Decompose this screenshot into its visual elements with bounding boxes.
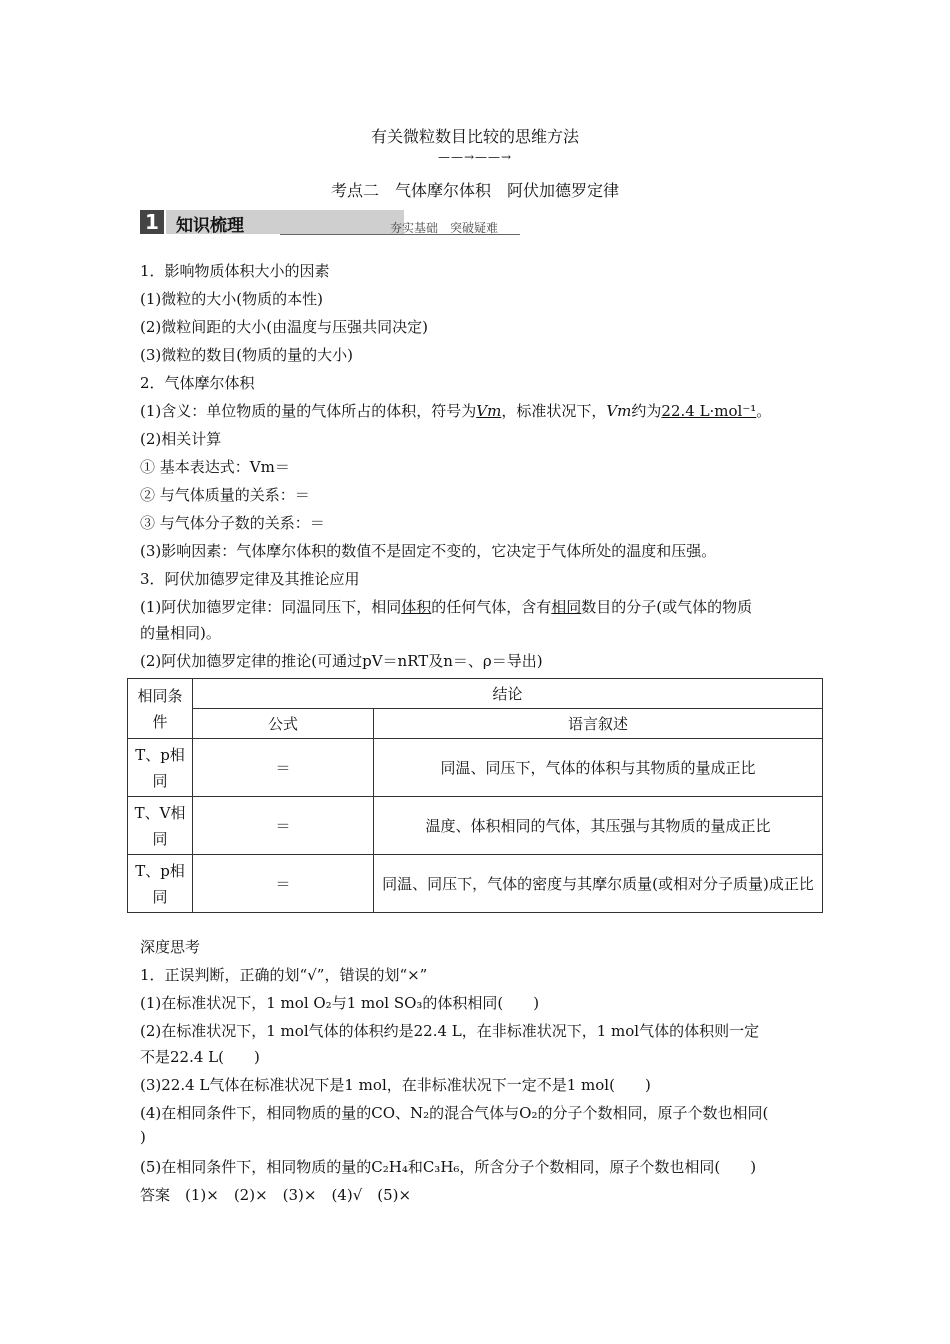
def-end: 。 <box>756 402 772 420</box>
think-item-3: (3)22.4 L气体在标准状况下是1 mol，在非标准状况下一定不是1 mol( ) <box>140 1076 651 1094</box>
s2-calc-1: ① 基本表达式：Vm＝ <box>140 458 290 476</box>
s3-law-line2: 的量相同)。 <box>140 624 221 642</box>
banner-subtitle: 夯实基础 突破疑难 <box>390 221 499 235</box>
think-item-2: (2)在标准状况下，1 mol气体的体积约是22.4 L，在非标准状况下，1 mol气体的体积则一定 <box>140 1022 760 1040</box>
row-formula: ＝ <box>193 739 374 797</box>
law-text-c: 数目的分子(或气体的物质 <box>581 598 753 616</box>
table-row <box>128 797 823 855</box>
think-item-5: (5)在相同条件下，相同物质的量的C₂H₄和C₃H₆，所含分子个数相同，原子个数也相同( ) <box>140 1158 757 1176</box>
s2-factor: (3)影响因素：气体摩尔体积的数值不是固定不变的，它决定于气体所处的温度和压强。 <box>140 542 717 560</box>
think-item-4b: ) <box>140 1128 146 1146</box>
s3-heading: 3．阿伏加德罗定律及其推论应用 <box>140 570 360 588</box>
law-text-a: (1)阿伏加德罗定律：同温同压下，相同 <box>140 598 402 616</box>
row-description: 同温、同压下，气体的体积与其物质的量成正比 <box>374 739 823 797</box>
answer-line: 答案 (1)× (2)× (3)× (4)√ (5)× <box>140 1186 412 1204</box>
knowledge-banner <box>140 210 520 236</box>
th-condition: 相同条件 <box>128 679 193 739</box>
s2-heading: 2．气体摩尔体积 <box>140 374 255 392</box>
avogadro-table <box>127 678 823 913</box>
s1-item-2: (2)微粒间距的大小(由温度与压强共同决定) <box>140 318 428 336</box>
top-title: 有关微粒数目比较的思维方法 <box>370 127 579 146</box>
think-item-4: (4)在相同条件下，相同物质的量的CO、N₂的混合气体与O₂的分子个数相同，原子个数也相同( <box>140 1104 769 1122</box>
th-description: 语言叙述 <box>374 709 823 739</box>
def-text-b: ，标准状况下， <box>501 402 607 420</box>
s1-item-3: (3)微粒的数目(物质的量的大小) <box>140 346 353 364</box>
section-title: 考点二 气体摩尔体积 阿伏加德罗定律 <box>330 181 619 200</box>
th-conclusion: 结论 <box>193 679 823 709</box>
vm-value: 22.4 L·mol⁻¹ <box>661 402 757 420</box>
row-formula: ＝ <box>193 855 374 913</box>
row-condition: T、p相同 <box>128 855 193 913</box>
law-text-b: 的任何气体，含有 <box>431 598 552 616</box>
s2-calc-2: ② 与气体质量的关系：＝ <box>140 486 310 504</box>
s1-item-1: (1)微粒的大小(物质的本性) <box>140 290 323 308</box>
law-blank-volume: 体积 <box>401 598 432 616</box>
s3-law-line1 <box>140 596 752 617</box>
table-row <box>128 739 823 797</box>
s2-definition <box>140 400 771 421</box>
row-condition: T、V相同 <box>128 797 193 855</box>
def-text-c: 约为 <box>631 402 662 420</box>
th-formula: 公式 <box>193 709 374 739</box>
flow-arrows: ——→——→ <box>437 150 513 164</box>
s2-calc-heading: (2)相关计算 <box>140 430 222 448</box>
s1-heading: 1．影响物质体积大小的因素 <box>140 262 330 280</box>
row-condition: T、p相同 <box>128 739 193 797</box>
think-item-2b: 不是22.4 L( ) <box>140 1048 260 1066</box>
s3-inference: (2)阿伏加德罗定律的推论(可通过pV＝nRT及n＝、ρ＝导出) <box>140 652 543 670</box>
row-formula: ＝ <box>193 797 374 855</box>
banner-number: 1 <box>140 210 164 234</box>
row-description: 温度、体积相同的气体，其压强与其物质的量成正比 <box>374 797 823 855</box>
think-heading: 深度思考 <box>140 938 201 956</box>
vm-symbol-2: Vm <box>606 402 632 420</box>
banner-underline <box>280 234 520 235</box>
def-text-a: (1)含义：单位物质的量的气体所占的体积，符号为 <box>140 402 477 420</box>
think-item-1: (1)在标准状况下，1 mol O₂与1 mol SO₃的体积相同( ) <box>140 994 540 1012</box>
law-blank-same: 相同 <box>551 598 582 616</box>
table-row <box>128 855 823 913</box>
banner-label: 知识梳理 <box>176 216 244 236</box>
s2-calc-3: ③ 与气体分子数的关系：＝ <box>140 514 325 532</box>
vm-symbol: Vm <box>476 402 502 420</box>
row-description: 同温、同压下，气体的密度与其摩尔质量(或相对分子质量)成正比 <box>374 855 823 913</box>
think-question: 1．正误判断，正确的划“√”，错误的划“×” <box>140 966 428 984</box>
